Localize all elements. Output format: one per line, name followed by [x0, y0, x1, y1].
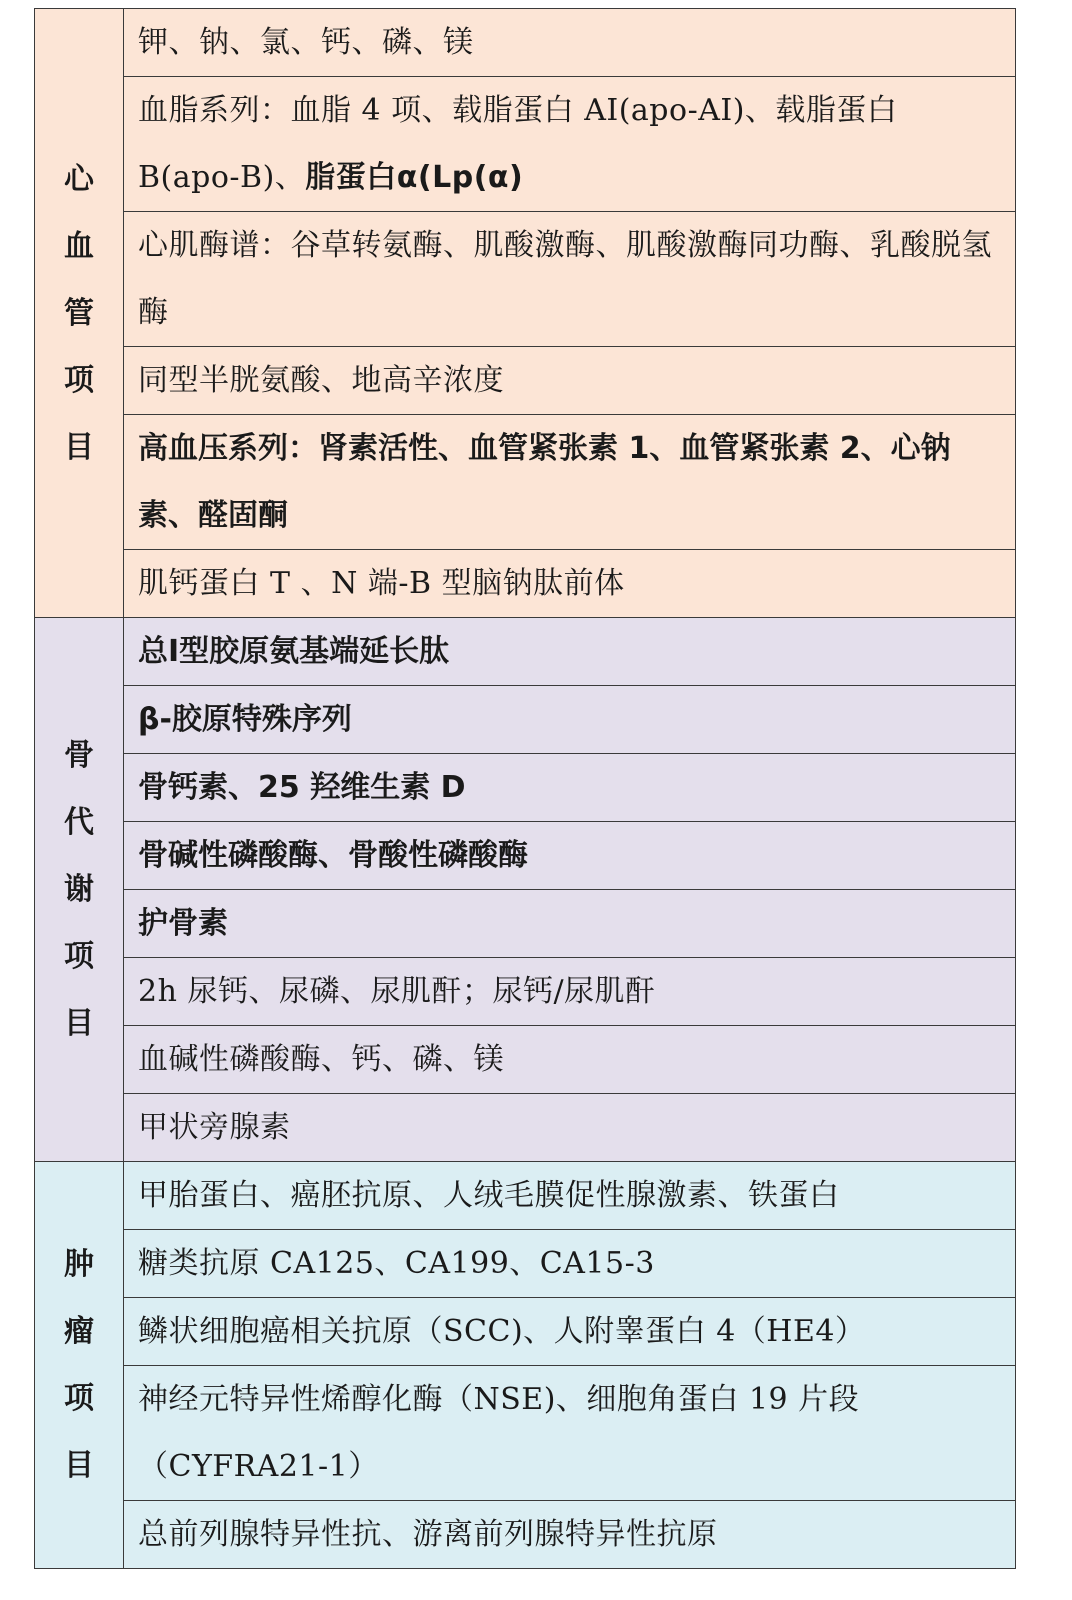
category-label: 肿瘤项目 [64, 1247, 94, 1483]
item-cell: β-胶原特殊序列 [124, 686, 1016, 754]
table-row [35, 618, 1016, 686]
test-items-table [34, 8, 1016, 1569]
item-cell: 高血压系列：肾素活性、血管紧张素 1、血管紧张素 2、心钠素、醛固酮 [124, 415, 1016, 550]
item-cell: 总前列腺特异性抗、游离前列腺特异性抗原 [124, 1501, 1016, 1569]
item-cell: 血碱性磷酸酶、钙、磷、镁 [124, 1026, 1016, 1094]
item-cell: 骨钙素、25 羟维生素 D [124, 754, 1016, 822]
category-cell-bone-metabolism [35, 618, 124, 1162]
table-row [35, 1026, 1016, 1094]
item-cell: 心肌酶谱：谷草转氨酶、肌酸激酶、肌酸激酶同功酶、乳酸脱氢酶 [124, 212, 1016, 347]
table-row [35, 686, 1016, 754]
table-row [35, 1230, 1016, 1298]
item-emphasis: 脂蛋白α(Lp(α) [305, 160, 524, 195]
item-cell: 骨碱性磷酸酶、骨酸性磷酸酶 [124, 822, 1016, 890]
item-cell: 甲状旁腺素 [124, 1094, 1016, 1162]
table-row [35, 415, 1016, 550]
category-label: 骨代谢项目 [64, 738, 94, 1041]
table-row [35, 822, 1016, 890]
table-row [35, 77, 1016, 212]
item-cell: 钾、钠、氯、钙、磷、镁 [124, 9, 1016, 77]
table-row [35, 9, 1016, 77]
category-cell-tumor [35, 1162, 124, 1569]
item-cell: 鳞状细胞癌相关抗原（SCC)、人附睾蛋白 4（HE4） [124, 1298, 1016, 1366]
item-cell: 同型半胱氨酸、地高辛浓度 [124, 347, 1016, 415]
table-row [35, 890, 1016, 958]
table-row [35, 550, 1016, 618]
category-label: 心血管项目 [64, 161, 94, 465]
item-cell: 甲胎蛋白、癌胚抗原、人绒毛膜促性腺激素、铁蛋白 [124, 1162, 1016, 1230]
table-row [35, 212, 1016, 347]
table-row [35, 1094, 1016, 1162]
table-row [35, 1162, 1016, 1230]
item-cell: 糖类抗原 CA125、CA199、CA15-3 [124, 1230, 1016, 1298]
item-cell: 2h 尿钙、尿磷、尿肌酐；尿钙/尿肌酐 [124, 958, 1016, 1026]
table-row [35, 754, 1016, 822]
item-cell: 总Ⅰ型胶原氨基端延长肽 [124, 618, 1016, 686]
table-row [35, 347, 1016, 415]
item-cell: 神经元特异性烯醇化酶（NSE)、细胞角蛋白 19 片段（CYFRA21-1） [124, 1366, 1016, 1501]
table-row [35, 1366, 1016, 1501]
table-row [35, 1298, 1016, 1366]
table-row [35, 1501, 1016, 1569]
item-cell: 护骨素 [124, 890, 1016, 958]
item-text: 血脂系列：血脂 4 项、载脂蛋白 AI(apo-AI)、载脂蛋白 B(apo-B)、 [138, 93, 898, 195]
item-cell: 肌钙蛋白 T 、N 端-B 型脑钠肽前体 [124, 550, 1016, 618]
item-cell [124, 77, 1016, 212]
category-cell-cardiovascular [35, 9, 124, 618]
table-row [35, 958, 1016, 1026]
